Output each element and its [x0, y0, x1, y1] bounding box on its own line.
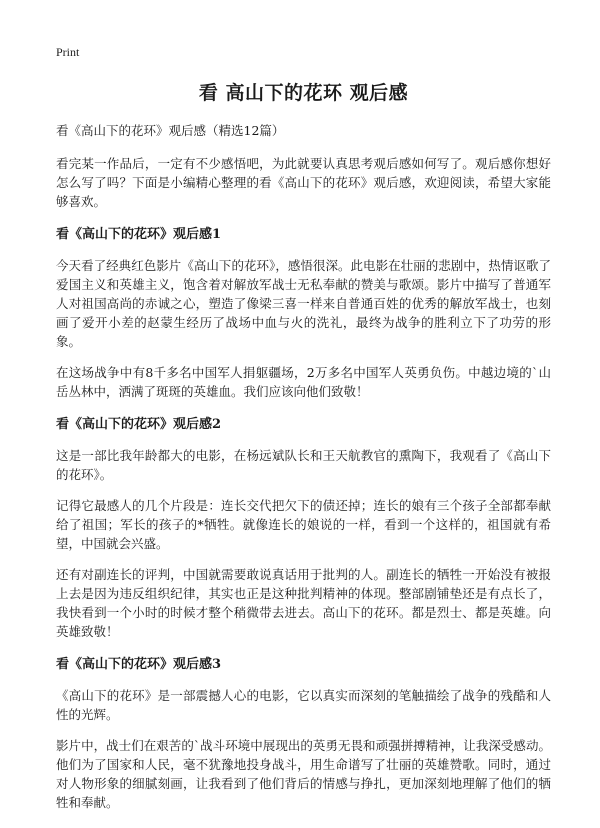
section-3-paragraph-2: 影片中，战士们在艰苦的`战斗环境中展现出的英勇无畏和顽强拼搏精神，让我深受感动。他们为了国家和人民，毫不犹豫地投身战斗，用生命谱写了壮丽的英雄赞歌。同时，通过对人物形象的细腻刻画，让我看到了他们背后的情感与挣扎，更加深刻地理解了他们的牺牲和奉献。 — [56, 738, 551, 810]
section-1-paragraph-1: 今天看了经典红色影片《高山下的花环》，感悟很深。此电影在壮丽的悲剧中，热情讴歌了爱国主义和英雄主义，饱含着对解放军战士无私奉献的赞美与歌颂。影片中描写了普通军人对祖国高尚的赤诚之心，塑造了像梁三喜一样来自普通百姓的优秀的解放军战士，也刻画了爱开小差的赵蒙生经历了战场中血与火的洗礼，最终为战争的胜利立下了功劳的形象。 — [56, 258, 551, 349]
document-body — [56, 78, 551, 824]
section-1-paragraph-2: 在这场战争中有8千多名中国军人捐躯疆场，2万多名中国军人英勇负伤。中越边境的`山岳丛林中，洒满了斑斑的英雄血。我们应该向他们致敬！ — [56, 365, 551, 399]
section-3-paragraph-1: 《高山下的花环》是一部震撼人心的电影，它以真实而深刻的笔触描绘了战争的残酷和人性的光辉。 — [56, 688, 551, 722]
section-heading-1: 看《高山下的花环》观后感1 — [56, 227, 222, 242]
section-heading-3: 看《高山下的花环》观后感3 — [56, 657, 222, 672]
section-2-paragraph-1: 这是一部比我年龄都大的电影，在杨远斌队长和王天航教官的熏陶下，我观看了《高山下的花环》。 — [56, 448, 551, 482]
section-2-paragraph-2: 记得它最感人的几个片段是：连长交代把欠下的债还掉；连长的娘有三个孩子全部都奉献给了祖国；军长的孩子的*牺牲。就像连长的娘说的一样，看到一个这样的，祖国就有希望，中国就会兴盛。 — [56, 498, 551, 551]
intro-paragraph: 看完某一作品后，一定有不少感悟吧，为此就要认真思考观后感如何写了。观后感你想好怎么写了吗？下面是小编精心整理的看《高山下的花环》观后感，欢迎阅读，希望大家能够喜欢。 — [56, 156, 551, 209]
print-link[interactable]: Print — [56, 45, 80, 59]
section-2-paragraph-3: 还有对副连长的评判，中国就需要敢说真话用于批判的人。副连长的牺牲一开始没有被报上去是因为违反组织纪律，其实也正是这种批判精神的体现。整部剧铺垫还是有点长了，我快看到一个小时的时候才整个稍微带去进去。高山下的花环。都是烈士、都是英雄。向英雄致敬！ — [56, 567, 551, 639]
page-title: 看 高山下的花环 观后感 — [198, 82, 409, 104]
document-subtitle: 看《高山下的花环》观后感（精选12篇） — [56, 123, 285, 138]
section-heading-2: 看《高山下的花环》观后感2 — [56, 417, 222, 432]
